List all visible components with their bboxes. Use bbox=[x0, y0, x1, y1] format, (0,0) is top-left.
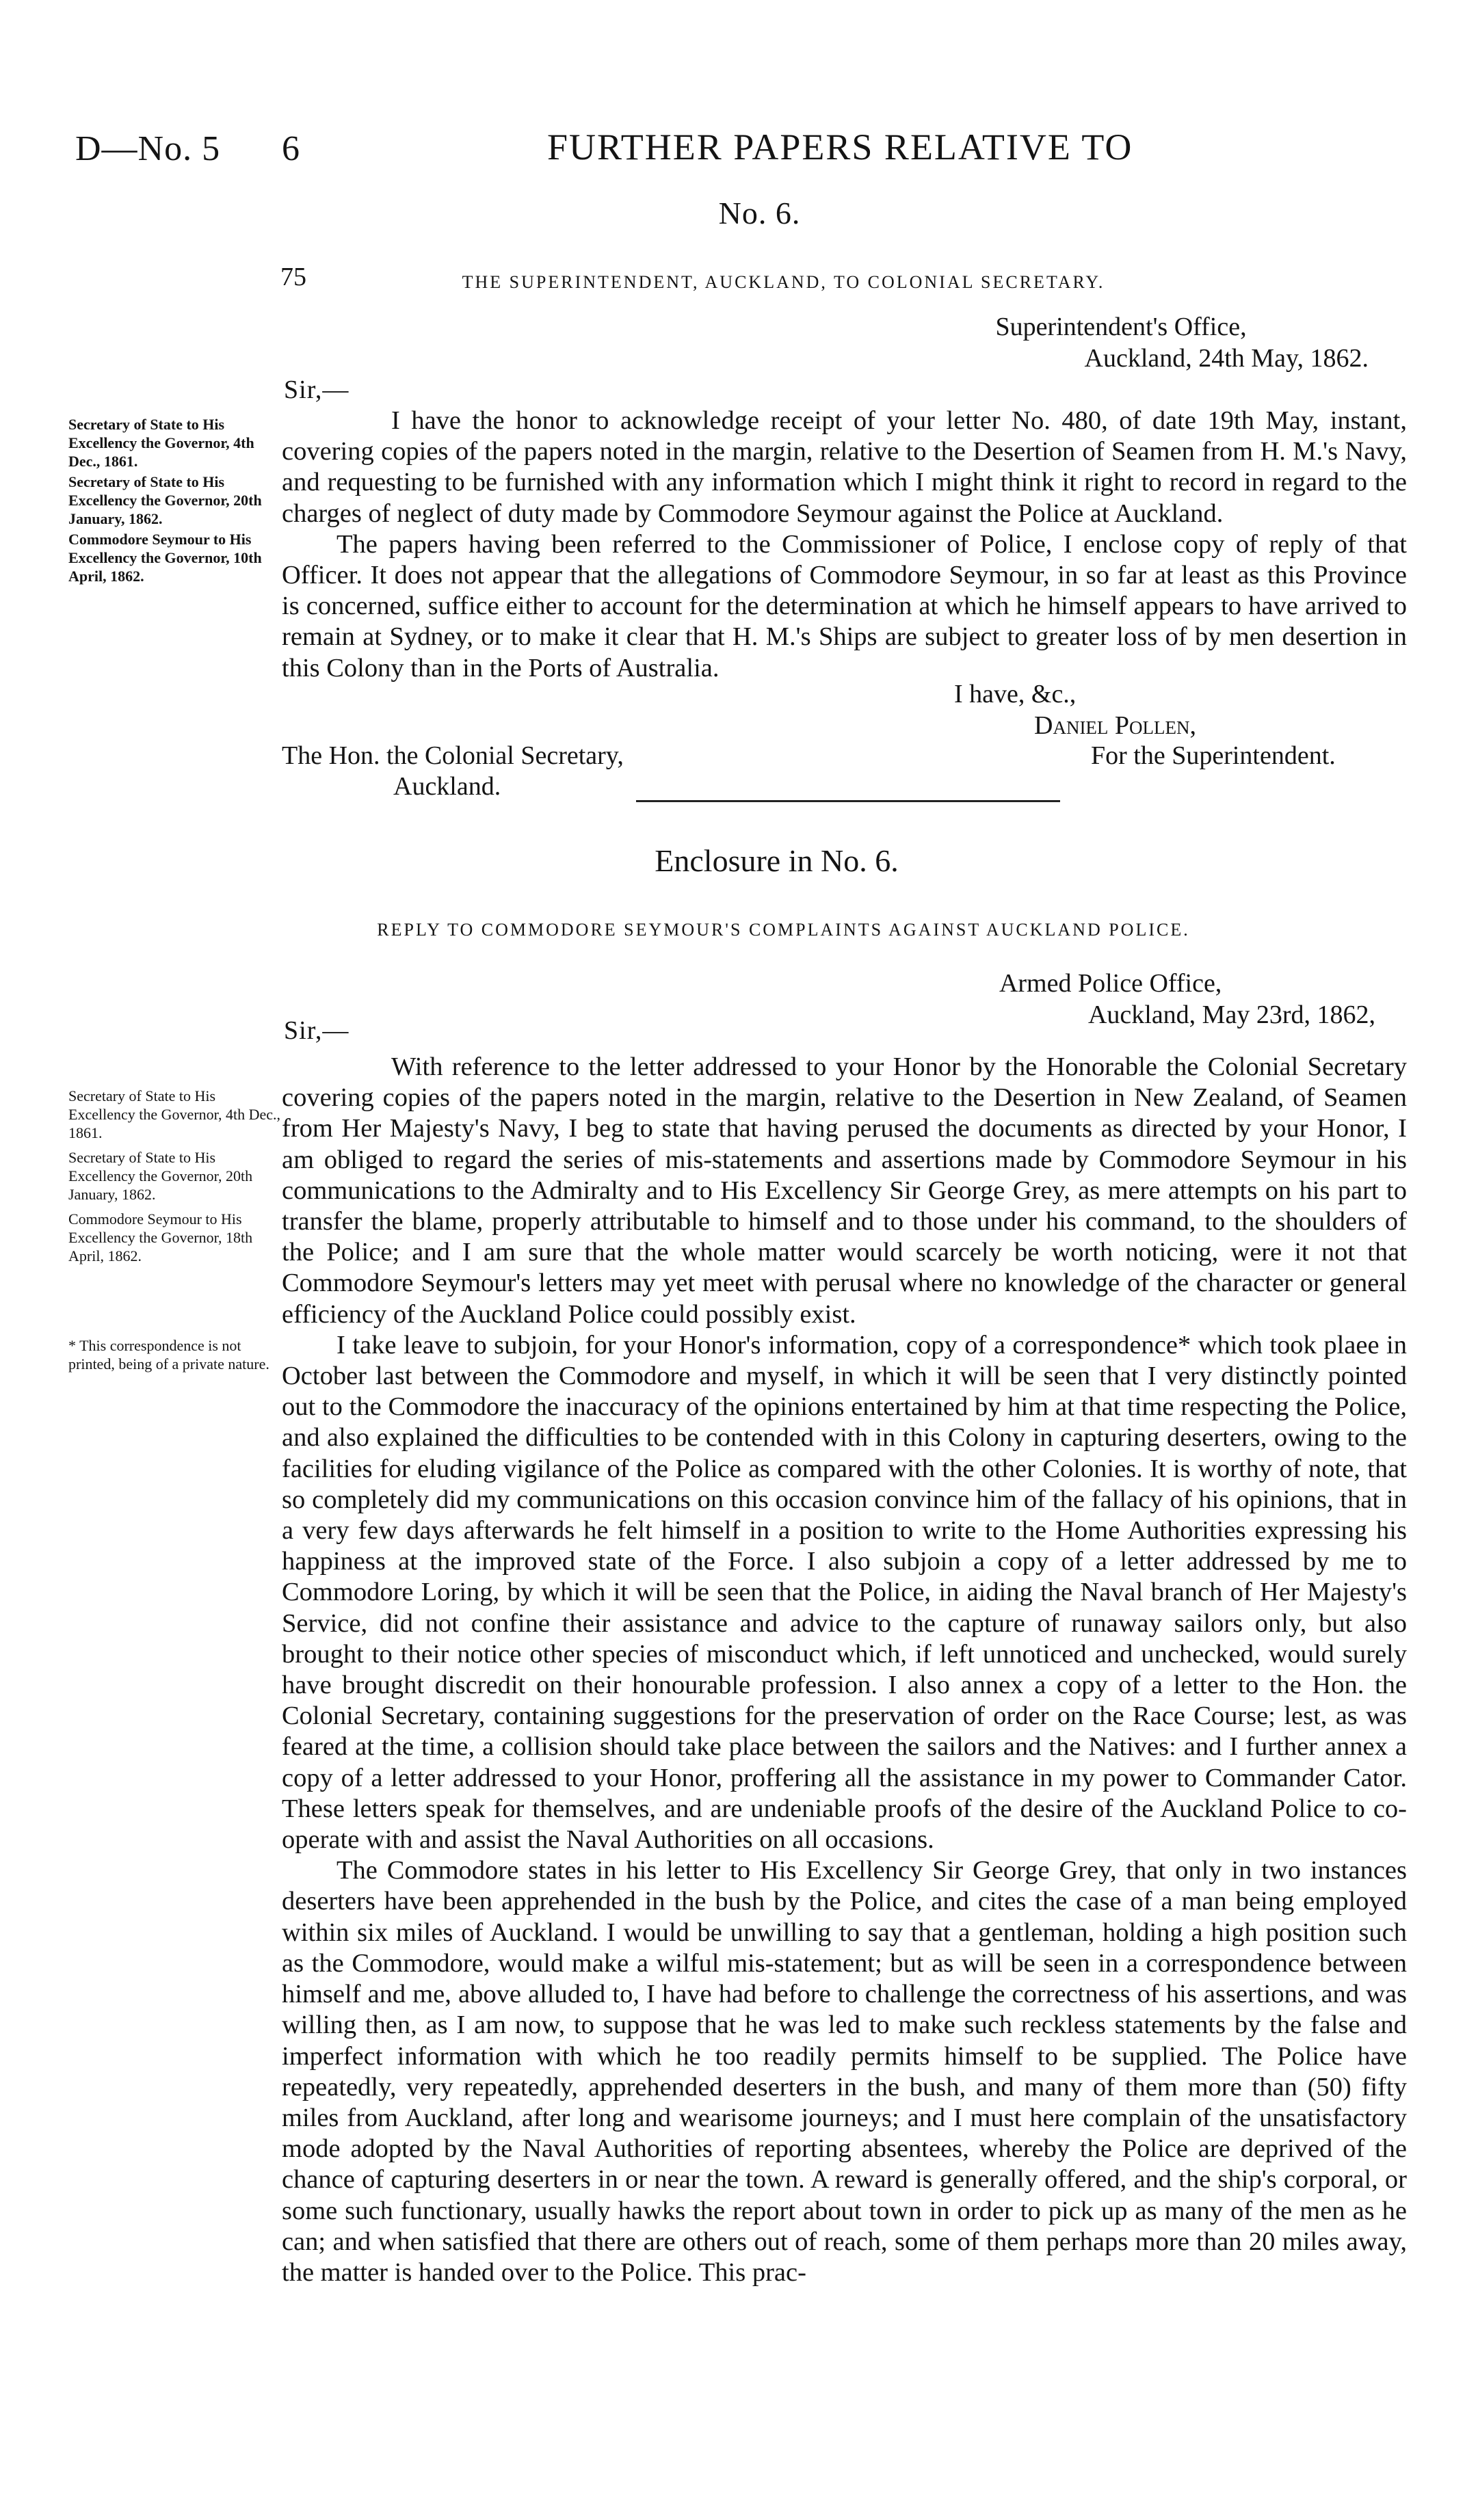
margin-note: Secretary of State to His Excellency the Governor, 4th Dec., 1861. bbox=[68, 416, 254, 470]
series-number: D—No. 5 bbox=[75, 129, 221, 168]
address-line: Auckland, May 23rd, 1862, bbox=[1087, 1000, 1375, 1030]
signature-role: For the Superintendent. bbox=[1091, 741, 1336, 770]
margin-note: Secretary of State to His Excellency the Governor, 20th January, 1862. bbox=[68, 1149, 253, 1203]
address-line: Armed Police Office, bbox=[999, 969, 1222, 998]
paragraph: With reference to the letter addressed to your Honor by the Honorable the Colonial Secretary covering copies of the papers noted in the margin, relative to the Desertion in New Zealand, of Seamen from Her Majesty's Navy, I beg to state that having perused the documents as directed by your Honor, I am obliged to regard the series of mis-statements and assertions made by Commodore Seymour in his communications to the Admiralty and to His Excellency Sir George Grey, as mere attempts on his part to transfer the blame, properly attributable to himself and to those under his command, to the shoulders of the Police; and I am sure that the whole matter would scarcely be worth noticing, were it not that Commodore Seymour's letters may yet meet with perusal where no knowledge of the character or general efficiency of the Auckland Police could possibly exist. bbox=[282, 1052, 1407, 1329]
paragraph: The Commodore states in his letter to His Excellency Sir George Grey, that only in two instances deserters have been apprehended in the bush by the Police, and cites the case of a man being employed within six miles of Auckland. I would be unwilling to say that a gentleman, holding a high position such as the Commodore, would make a wilful mis-statement; but as will be seen in a correspondence between himself and me, above alluded to, I have had before to challenge the correctness of his assertions, and was willing then, as I am now, to suppose that he was led to make such reckless statements by the false and imperfect information with which he too readily permits himself to be supplied. The Police have repeatedly, very repeatedly, apprehended deserters in the bush, and many of them more than (50) fifty miles from Auckland, after long and wearisome journeys; and I must here complain of the unsatisfactory mode adopted by the Naval Authorities of reporting absentees, whereby the Police are deprived of the chance of capturing deserters in or near the town. A reward is generally offered, and the ship's corporal, or some such functionary, usually hawks the report about town in order to pick up as many of the men as he can; and when satisfied that there are others out of reach, some of them perhaps more than 20 miles away, the matter is handed over to the Police. This prac- bbox=[282, 1856, 1407, 2287]
section-divider bbox=[636, 800, 1060, 802]
paragraph: The papers having been referred to the Commissioner of Police, I enclose copy of reply of that Officer. It does not appear that the allegations of Commodore Seymour, in so far at least as this Province is concerned, suffice either to account for the determination at which he himself appears to have arrived to remain at Sydney, or to make it clear that H. M.'s Ships are subject to greater loss of by men desertion in this Colony than in the Ports of Australia. bbox=[282, 529, 1407, 682]
footnote-margin-note: * This correspondence is not printed, being of a private nature. bbox=[68, 1337, 269, 1372]
page-reference: 75 bbox=[280, 263, 306, 291]
salutation: Sir,— bbox=[284, 375, 349, 404]
enclosure-body bbox=[282, 1052, 1407, 2288]
addressee-line: The Hon. the Colonial Secretary, bbox=[282, 741, 624, 770]
enclosure-title: Enclosure in No. 6. bbox=[655, 843, 899, 878]
closing: I have, &c., bbox=[954, 680, 1077, 708]
signature-name: Daniel Pollen, bbox=[1034, 711, 1197, 740]
page-number: 6 bbox=[282, 129, 300, 168]
address-line: Auckland, 24th May, 1862. bbox=[1084, 344, 1369, 373]
margin-note: Secretary of State to His Excellency the Governor, 20th January, 1862. bbox=[68, 473, 262, 527]
paragraph: I have the honor to acknowledge receipt of your letter No. 480, of date 19th May, instant, covering copies of the papers noted in the margin, relative to the Desertion of Seamen from H. M.'s Navy, and requesting to be furnished with any information which I might think it right to record in regard to the charges of neglect of duty made by Commodore Seymour against the Police at Auckland. bbox=[282, 406, 1407, 528]
margin-note: Commodore Seymour to His Excellency the Governor, 10th April, 1862. bbox=[68, 531, 262, 585]
letter-subject: THE SUPERINTENDENT, AUCKLAND, TO COLONIAL SECRETARY. bbox=[462, 272, 1105, 292]
letter-body bbox=[282, 406, 1407, 684]
paragraph: I take leave to subjoin, for your Honor's information, copy of a correspondence* which took plaee in October last between the Commodore and myself, in which it will be seen that I very distinctly pointed out to the Commodore the inaccuracy of the opinions entertained by him at that time respecting the Police, and also explained the difficulties to be contended with in this Colony in capturing deserters, owing to the facilities for eluding vigilance of the Police as compared with the other Colonies. It is worthy of note, that so completely did my communications on this occasion convince him of the fallacy of his opinions, that in a very few days afterwards he felt himself in a position to write to the Home Authorities expressing his happiness at the improved state of the Force. I also subjoin a copy of a letter addressed by me to Commodore Loring, by which it will be seen that the Police, in aiding the Naval branch of Her Majesty's Service, did not confine their assistance and advice to the capture of runaway sailors only, but also brought to their notice other species of misconduct which, if left unnoticed and unchecked, would surely have brought discredit on their honourable profession. I also annex a copy of a letter to the Hon. the Colonial Secretary, containing suggestions for the preservation of order on the Race Course; lest, as was feared at the time, a collision should take place between the sailors and the Natives: and I further annex a copy of a letter addressed to your Honor, proffering all the assistance in my power to Commander Cator. These letters speak for themselves, and are undeniable proofs of the desire of the Auckland Police to co-operate with and assist the Naval Authorities on all occasions. bbox=[282, 1330, 1407, 1855]
salutation: Sir,— bbox=[284, 1016, 349, 1045]
addressee-line: Auckland. bbox=[393, 772, 501, 801]
running-title: FURTHER PAPERS RELATIVE TO bbox=[547, 127, 1133, 168]
address-line: Superintendent's Office, bbox=[995, 313, 1247, 341]
margin-note: Secretary of State to His Excellency the Governor, 4th Dec., 1861. bbox=[68, 1087, 281, 1141]
document-number: No. 6. bbox=[718, 196, 801, 230]
margin-note: Commodore Seymour to His Excellency the Governor, 18th April, 1862. bbox=[68, 1210, 253, 1264]
letter-address bbox=[996, 311, 1369, 375]
enclosure-address bbox=[999, 968, 1375, 1031]
enclosure-subject: REPLY TO COMMODORE SEYMOUR'S COMPLAINTS AGAINST AUCKLAND POLICE. bbox=[377, 920, 1190, 940]
